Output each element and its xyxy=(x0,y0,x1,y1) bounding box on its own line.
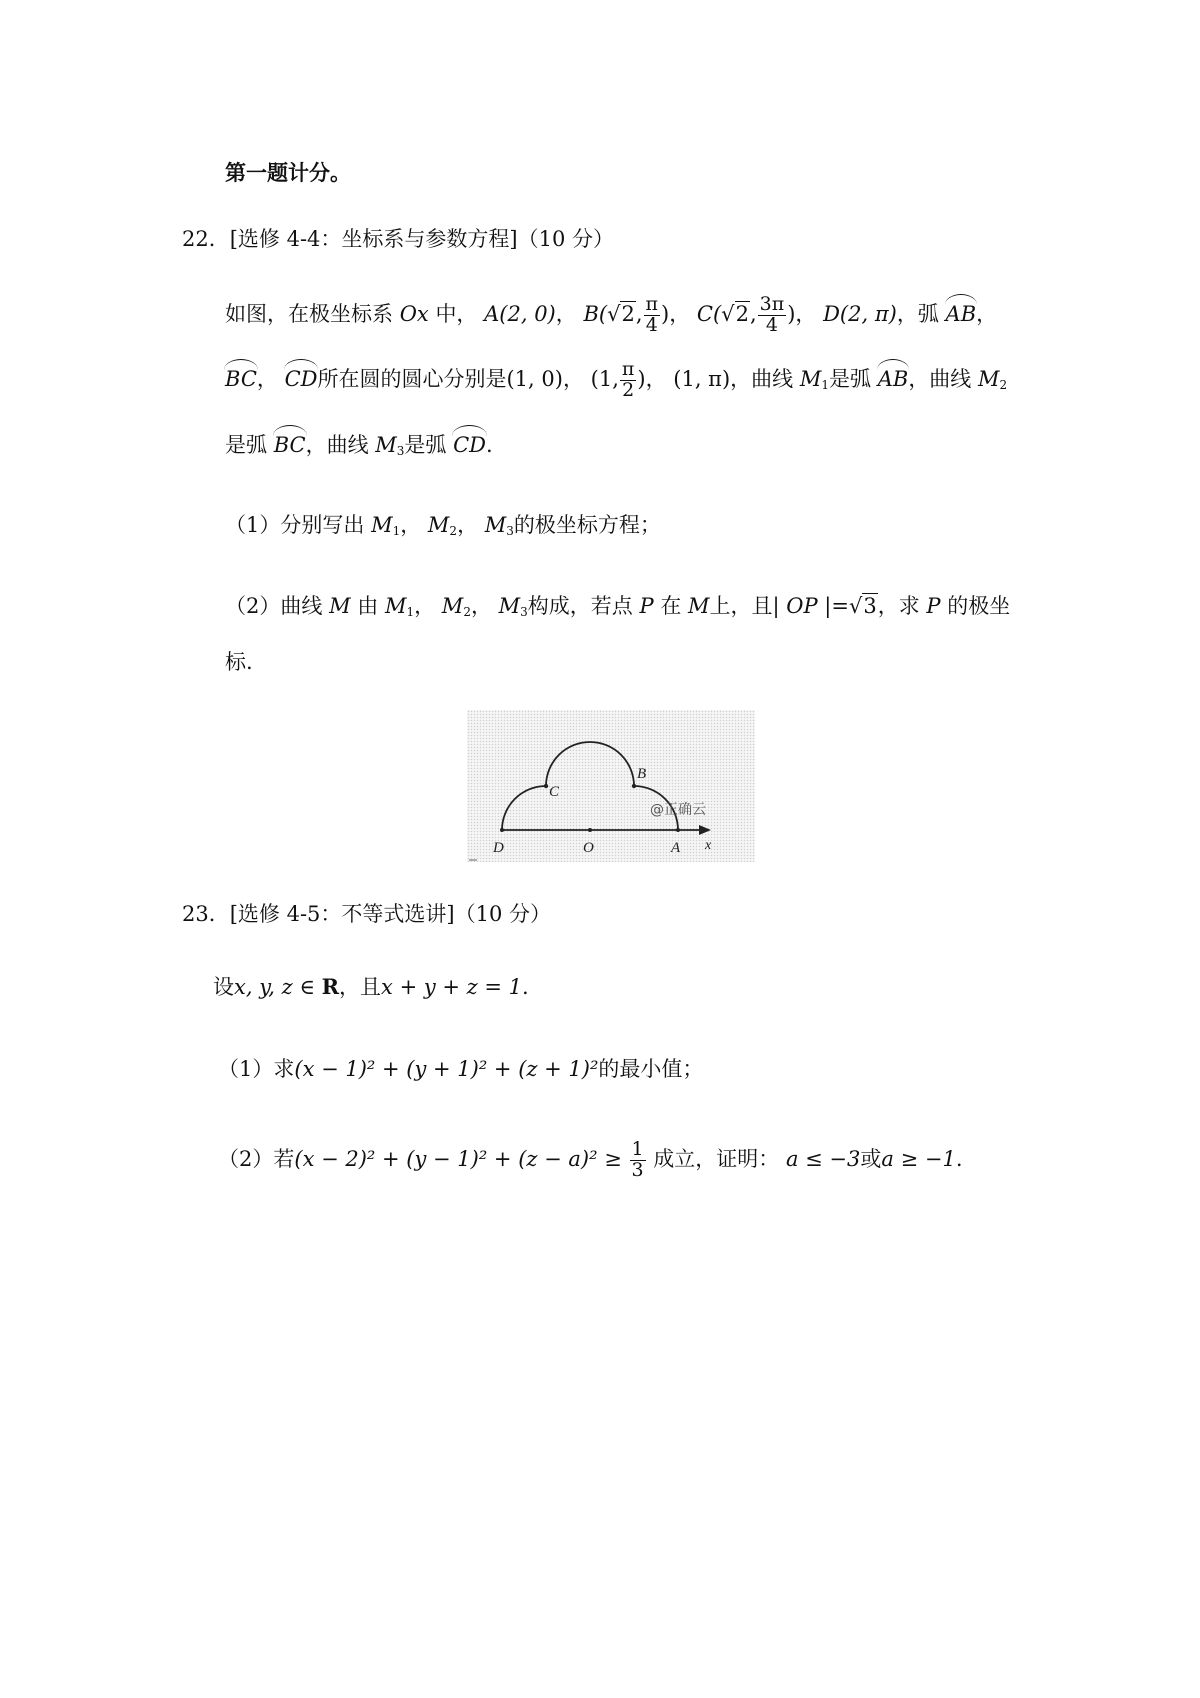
q22-part2 xyxy=(225,594,1010,619)
point-P: P xyxy=(926,594,941,618)
q23-title: [选修 4-5：不等式选讲]（10 分） xyxy=(229,902,552,926)
ox-symbol: Ox xyxy=(399,301,429,326)
period: . xyxy=(486,433,493,457)
q22-intro-text2: 中， xyxy=(435,301,478,326)
curve-M3: M xyxy=(484,513,507,537)
curve-M3: M xyxy=(375,433,397,457)
let-text: 设 xyxy=(213,975,234,999)
frac-num: 3π xyxy=(759,293,785,315)
center-1: (1, 0) xyxy=(506,366,563,391)
curve-M3: M xyxy=(498,594,521,618)
sep: ， xyxy=(400,513,422,537)
arc-CD-curve xyxy=(502,786,546,830)
q22-part1 xyxy=(225,513,661,538)
sqrt-3-radicand: 3 xyxy=(863,594,877,618)
center-2 xyxy=(590,358,646,401)
curve-M: M xyxy=(688,594,710,618)
frac-den: 3 xyxy=(631,1158,644,1181)
point-D-dot xyxy=(500,828,504,832)
watermark: @正确云 xyxy=(650,802,706,818)
subscript-2: 2 xyxy=(999,377,1008,392)
min-expression: (x − 1)² + (y + 1)² + (z + 1)² xyxy=(294,1057,599,1081)
point-C-pre: C( xyxy=(696,301,722,326)
q23-part1 xyxy=(218,1057,703,1082)
part2-label: （2）若 xyxy=(218,1146,295,1171)
subscript-1: 1 xyxy=(406,605,415,619)
frac-pi-4 xyxy=(644,295,661,336)
point-C xyxy=(696,293,796,336)
frac-den: 2 xyxy=(622,378,635,401)
point-A: A(2, 0) xyxy=(484,301,556,326)
subscript-2: 2 xyxy=(463,605,471,619)
arc-BC: BC xyxy=(274,429,306,458)
q23-part2 xyxy=(218,1140,963,1181)
curve-M: M xyxy=(329,594,351,618)
curve-M1: M xyxy=(371,513,393,537)
frac-num: π xyxy=(621,358,635,380)
subscript-1: 1 xyxy=(392,524,401,538)
period: . xyxy=(522,975,529,999)
label-B: B xyxy=(637,766,647,782)
point-B xyxy=(583,293,670,336)
arc-BC-curve xyxy=(546,742,634,786)
reals-R: R xyxy=(321,974,340,999)
point-P: P xyxy=(639,594,654,618)
curve-word: ，曲线 xyxy=(730,366,794,391)
arc-CD: CD xyxy=(453,429,486,458)
point-B-pre: B( xyxy=(583,301,608,326)
sqrt-2-radicand: 2 xyxy=(621,301,635,326)
curve-M1: M xyxy=(799,366,822,391)
subscript-3: 3 xyxy=(396,444,405,458)
curve-M1: M xyxy=(384,594,407,618)
frac-den: 4 xyxy=(765,313,778,336)
or-text: 或 xyxy=(860,1146,882,1171)
sqrt-2: √2 xyxy=(721,301,749,326)
arc-CD: CD xyxy=(285,363,318,392)
find-text: ，求 xyxy=(877,594,920,618)
subscript-1: 1 xyxy=(821,377,830,392)
curve-M2: M xyxy=(427,513,450,537)
frac-1-3 xyxy=(630,1140,646,1181)
on-text: 在 xyxy=(660,594,682,618)
op-length: | OP |= xyxy=(772,594,849,618)
sqrt-3: √3 xyxy=(848,594,877,618)
close-paren: ) xyxy=(787,301,796,326)
sep: ， xyxy=(470,594,492,618)
subscript-2: 2 xyxy=(449,524,458,538)
frac-den: 4 xyxy=(645,313,658,336)
part1-label: （1）分别写出 xyxy=(225,513,365,537)
curve-M2: M xyxy=(978,366,1000,391)
arc-AB: AB xyxy=(946,298,977,327)
form-text: 构成，若点 xyxy=(527,594,633,618)
label-x: x xyxy=(705,838,712,853)
sep: ， xyxy=(795,301,817,326)
figure-svg xyxy=(467,710,755,862)
q23-heading xyxy=(182,902,551,927)
subscript-3: 3 xyxy=(520,605,528,619)
close-paren: ) xyxy=(661,301,670,326)
label-O: O xyxy=(583,840,594,856)
part1-label: （1）求 xyxy=(218,1057,295,1081)
close-paren: ) xyxy=(637,366,646,391)
frac-3pi-4 xyxy=(758,295,787,336)
sep: ， xyxy=(562,366,584,391)
sqrt-2: √2 xyxy=(607,301,635,326)
arc-word: ，弧 xyxy=(896,301,939,326)
part1-tail: 的极坐标方程； xyxy=(513,513,661,537)
center-2-pre: (1, xyxy=(590,366,619,391)
center-3: (1, π) xyxy=(673,366,731,391)
q22-intro-line3 xyxy=(225,429,493,458)
period: . xyxy=(955,1146,963,1171)
label-A: A xyxy=(671,840,681,856)
q23-intro xyxy=(213,974,529,1000)
sep: ， xyxy=(256,366,278,391)
polar-text: 的极坐 xyxy=(947,594,1011,618)
conclusion-2: a ≥ −1 xyxy=(881,1146,956,1171)
point-O-dot xyxy=(588,828,592,832)
point-D: D(2, π) xyxy=(823,301,897,326)
sep: ， xyxy=(976,301,998,326)
and-text: ，且 xyxy=(339,975,382,999)
sep: ， xyxy=(669,301,691,326)
sep: ， xyxy=(414,594,436,618)
q22-part2-cont: 标. xyxy=(225,650,253,674)
is-arc-text: 是弧 xyxy=(404,433,447,457)
and-text: 上，且 xyxy=(709,594,773,618)
header-note: 第一题计分。 xyxy=(225,160,351,185)
point-B-dot xyxy=(632,784,636,788)
sum-equation: x + y + z = 1 xyxy=(381,975,523,999)
q23-number: 23． xyxy=(182,902,230,926)
conclusion-1: a ≤ −3 xyxy=(785,1146,861,1171)
point-C-dot xyxy=(544,784,548,788)
comma: , xyxy=(749,301,757,326)
q22-number: 22． xyxy=(182,227,230,251)
label-C: C xyxy=(549,784,560,800)
prove-text: 成立，证明： xyxy=(653,1146,780,1171)
centers-text: 所在圆的圆心分别是 xyxy=(317,366,507,391)
frac-pi-2 xyxy=(620,360,637,401)
q22-intro-text: 如图，在极坐标系 xyxy=(225,301,393,326)
subscript-3: 3 xyxy=(506,524,514,538)
curve-word: ，曲线 xyxy=(305,433,369,457)
curve-word2: ，曲线 xyxy=(908,366,972,391)
polar-figure xyxy=(467,710,755,862)
point-A-dot xyxy=(676,828,680,832)
q22-heading xyxy=(182,227,614,252)
sep: ， xyxy=(555,301,577,326)
sqrt-2-radicand: 2 xyxy=(735,301,749,326)
sep: ， xyxy=(645,366,667,391)
part1-tail: 的最小值； xyxy=(598,1057,704,1081)
arc-BC: BC xyxy=(225,363,257,392)
ineq-expression: (x − 2)² + (y − 1)² + (z − a)² ≥ xyxy=(294,1146,622,1171)
is-arc-text: 是弧 xyxy=(225,433,267,457)
frac-num: 1 xyxy=(631,1138,644,1160)
comma: , xyxy=(635,301,643,326)
arc-AB: AB xyxy=(878,363,909,392)
sep: ， xyxy=(457,513,479,537)
label-D: D xyxy=(493,840,504,856)
q22-intro-line2 xyxy=(225,360,1007,401)
part2-label: （2）曲线 xyxy=(225,594,323,618)
curve-M2: M xyxy=(441,594,464,618)
q22-title: [选修 4-4：坐标系与参数方程]（10 分） xyxy=(229,227,615,251)
vars: x, y, z ∈ xyxy=(234,975,315,999)
x-axis-arrow xyxy=(699,825,711,835)
q22-intro-line1 xyxy=(225,295,997,336)
is-arc-text: 是弧 xyxy=(829,366,872,391)
frac-num: π xyxy=(645,293,659,315)
by-text: 由 xyxy=(357,594,379,618)
